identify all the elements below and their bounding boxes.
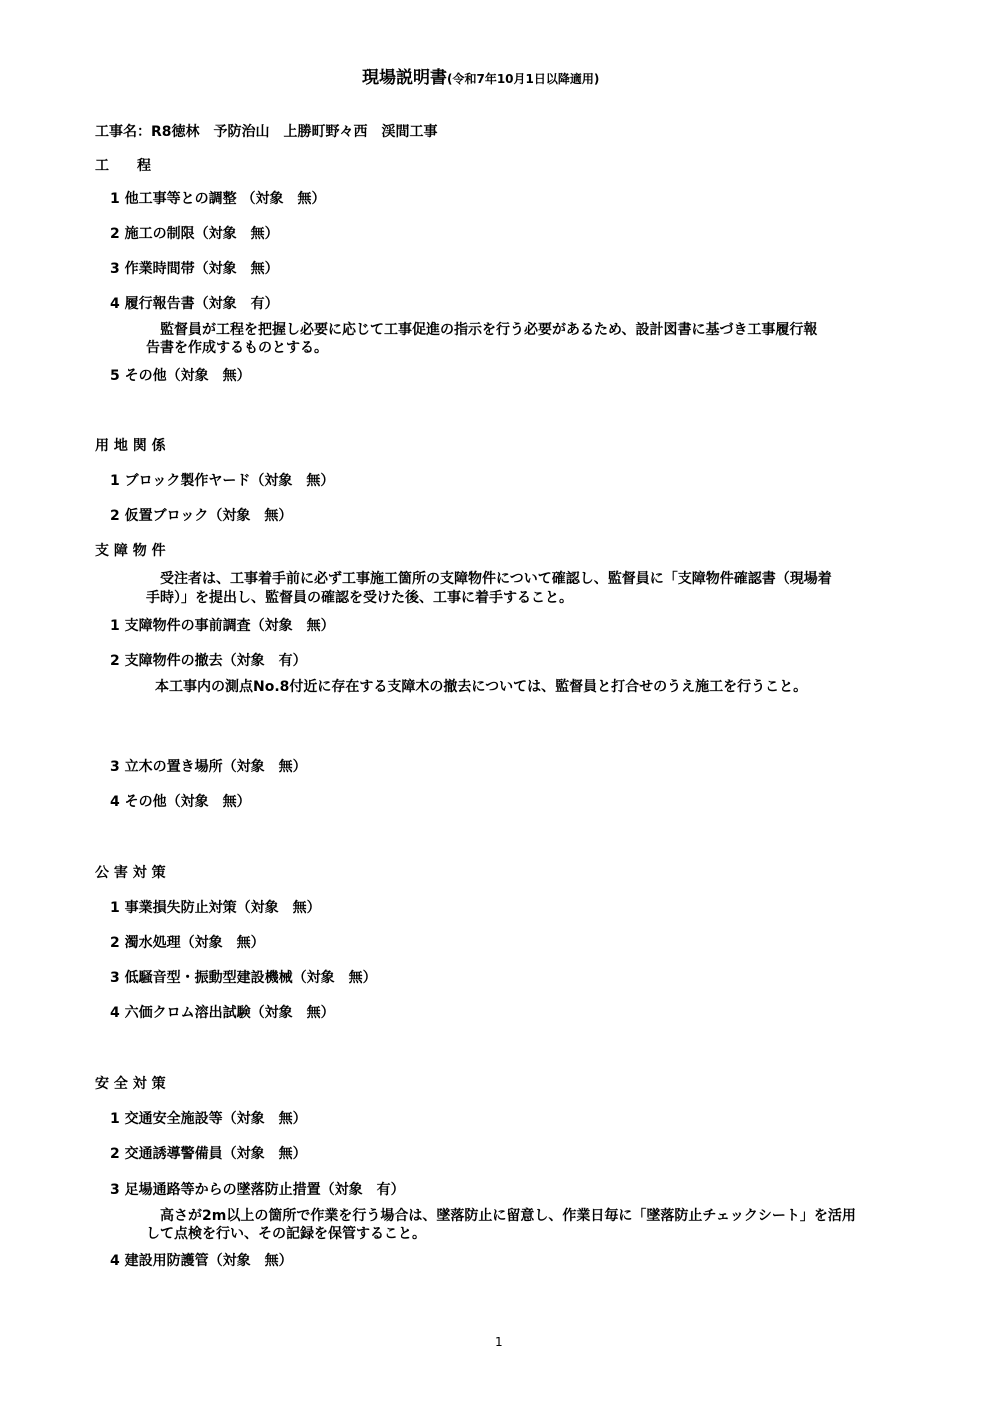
list-item: 4 建設用防護管（対象 無） <box>110 1253 293 1269</box>
list-item: 1 支障物件の事前調査（対象 無） <box>110 618 335 634</box>
item-body-line: して点検を行い、その記録を保管すること。 <box>146 1226 426 1242</box>
section-heading-safety: 安 全 対 策 <box>95 1076 166 1092</box>
list-item: 2 濁水処理（対象 無） <box>110 935 265 951</box>
list-item: 5 その他（対象 無） <box>110 368 251 384</box>
section-heading-schedule: 工 程 <box>95 158 151 174</box>
section-intro-line: 手時）」を提出し、監督員の確認を受けた後、工事に着手すること。 <box>146 590 573 606</box>
list-item: 4 履行報告書（対象 有） <box>110 296 279 312</box>
title-main: 現場説明書 <box>362 68 447 88</box>
item-body-line: 監督員が工程を把握し必要に応じて工事促進の指示を行う必要があるため、設計図書に基づき工事履行報 <box>160 322 818 338</box>
section-intro-line: 受注者は、工事着手前に必ず工事施工箇所の支障物件について確認し、監督員に「支障物件確認書（現場着 <box>160 571 832 587</box>
list-item: 3 立木の置き場所（対象 無） <box>110 759 307 775</box>
item-body-line: 本工事内の測点No.8付近に存在する支障木の撤去については、監督員と打合せのうえ施工を行うこと。 <box>155 679 808 695</box>
list-item: 3 低騒音型・振動型建設機械（対象 無） <box>110 970 377 986</box>
page-number: 1 <box>495 1335 503 1349</box>
list-item: 1 事業損失防止対策（対象 無） <box>110 900 321 916</box>
document-title <box>362 63 599 88</box>
section-heading-pollution: 公 害 対 策 <box>95 865 166 881</box>
list-item: 2 施工の制限（対象 無） <box>110 226 279 242</box>
list-item: 1 ブロック製作ヤード（対象 無） <box>110 473 335 489</box>
section-heading-obstacles: 支 障 物 件 <box>95 543 166 559</box>
item-body-line: 告書を作成するものとする。 <box>146 340 328 356</box>
list-item: 3 作業時間帯（対象 無） <box>110 261 279 277</box>
list-item: 1 交通安全施設等（対象 無） <box>110 1111 307 1127</box>
title-applicability-note: (令和7年10月1日以降適用) <box>447 72 600 86</box>
list-item: 2 交通誘導警備員（対象 無） <box>110 1146 307 1162</box>
list-item: 4 六価クロム溶出試験（対象 無） <box>110 1005 335 1021</box>
project-name: 工事名：R8徳林 予防治山 上勝町野々西 渓間工事 <box>95 124 438 140</box>
list-item: 2 仮置ブロック（対象 無） <box>110 508 293 524</box>
item-body-line: 高さが2m以上の箇所で作業を行う場合は、墜落防止に留意し、作業日毎に「墜落防止チェックシート」を活用 <box>160 1208 856 1224</box>
list-item: 1 他工事等との調整 （対象 無） <box>110 191 326 207</box>
list-item: 4 その他（対象 無） <box>110 794 251 810</box>
section-heading-land: 用 地 関 係 <box>95 438 166 454</box>
list-item: 2 支障物件の撤去（対象 有） <box>110 653 307 669</box>
list-item: 3 足場通路等からの墜落防止措置（対象 有） <box>110 1182 405 1198</box>
